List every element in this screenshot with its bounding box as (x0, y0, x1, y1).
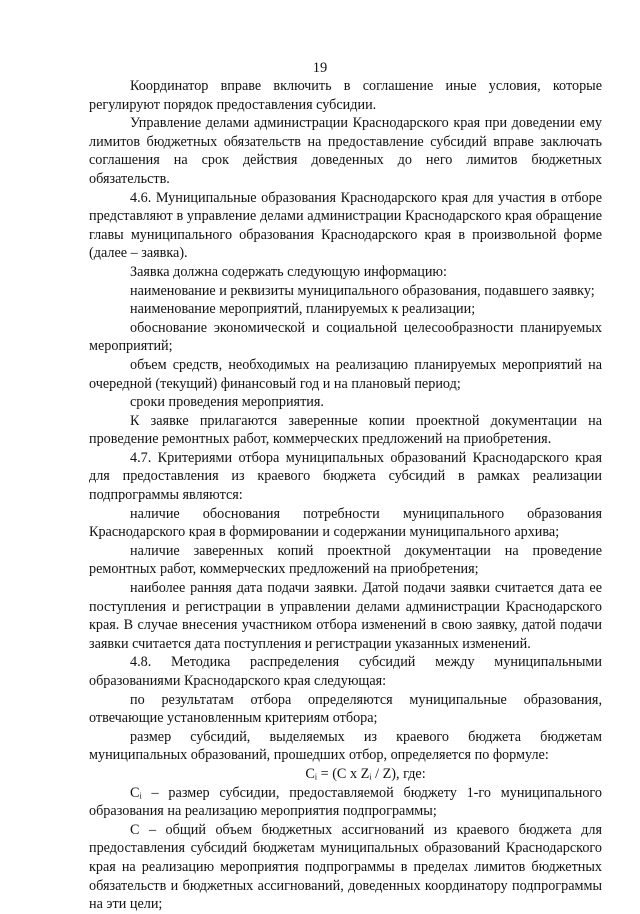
formula: Cᵢ = (C x Zᵢ / Z), где: (305, 765, 426, 782)
list-item: наиболее ранняя дата подачи заявки. Датой подачи заявки считается дата ее поступления и регистрации в управлении делами администрации Краснодарского края. В случае внесения участником отбора изменений в свою заявку, датой подачи заявки считается дата поступления и регистрации указанных изменений. (89, 580, 602, 652)
definition-item: Cᵢ – размер субсидии, предоставляемой бюджету 1-го муниципального образования на реализацию мероприятия подпрограммы; (89, 784, 602, 820)
list-item: сроки проведения мероприятия. (130, 394, 324, 411)
page-number: 19 (312, 60, 328, 76)
list-item: наличие обоснования потребности муниципального образования Краснодарского края в формировании и содержании муниципального архива; (89, 505, 602, 541)
paragraph: Заявка должна содержать следующую информацию: (130, 263, 447, 280)
list-item: обоснование экономической и социальной целесообразности планируемых мероприятий; (89, 319, 602, 355)
list-item: наименование мероприятий, планируемых к реализации; (130, 301, 476, 318)
paragraph: 4.8. Методика распределения субсидий между муниципальными образованиями Краснодарского края следующая: (89, 654, 602, 689)
document-body (89, 77, 602, 914)
paragraph: Управление делами администрации Краснодарского края при доведении ему лимитов бюджетных обязательств на предоставление субсидий вправе заключать соглашения на срок действия доведенных до него лимитов бюджетных обязательств. (89, 115, 602, 187)
list-item: наименование и реквизиты муниципального образования, подавшего заявку; (130, 282, 595, 299)
paragraph: 4.6. Муниципальные образования Краснодарского края для участия в отборе представляют в управление делами администрации Краснодарского края обращение главы муниципального образования Краснодарского края в произвольной форме (далее – заявка). (89, 189, 602, 262)
list-item: по результатам отбора определяются муниципальные образования, отвечающие установленным критериям отбора; (89, 691, 602, 727)
list-item: наличие заверенных копий проектной документации на проведение ремонтных работ, коммерческих предложений на приобретения; (89, 542, 602, 578)
paragraph: 4.7. Критериями отбора муниципальных образований Краснодарского края для предоставления из краевого бюджета субсидий в рамках реализации подпрограммы являются: (89, 449, 602, 504)
paragraph: К заявке прилагаются заверенные копии проектной документации на проведение ремонтных работ, коммерческих предложений на приобретения. (89, 412, 602, 448)
list-item: объем средств, необходимых на реализацию планируемых мероприятий на очередной (текущий) финансовый год и на плановый период; (89, 356, 602, 392)
paragraph: Координатор вправе включить в соглашение иные условия, которые регулируют порядок предоставления субсидии. (89, 78, 602, 113)
definition-item: C – общий объем бюджетных ассигнований из краевого бюджета для предоставления субсидий бюджетам муниципальных образований Краснодарского края на реализацию мероприятия подпрограммы в пределах лимитов бюджетных обязательств и бюджетных ассигнований, доведенных координатору подпрограммы на эти цели; (89, 821, 602, 913)
list-item: размер субсидий, выделяемых из краевого бюджета бюджетам муниципальных образований, прошедших отбор, определяется по формуле: (89, 728, 602, 764)
